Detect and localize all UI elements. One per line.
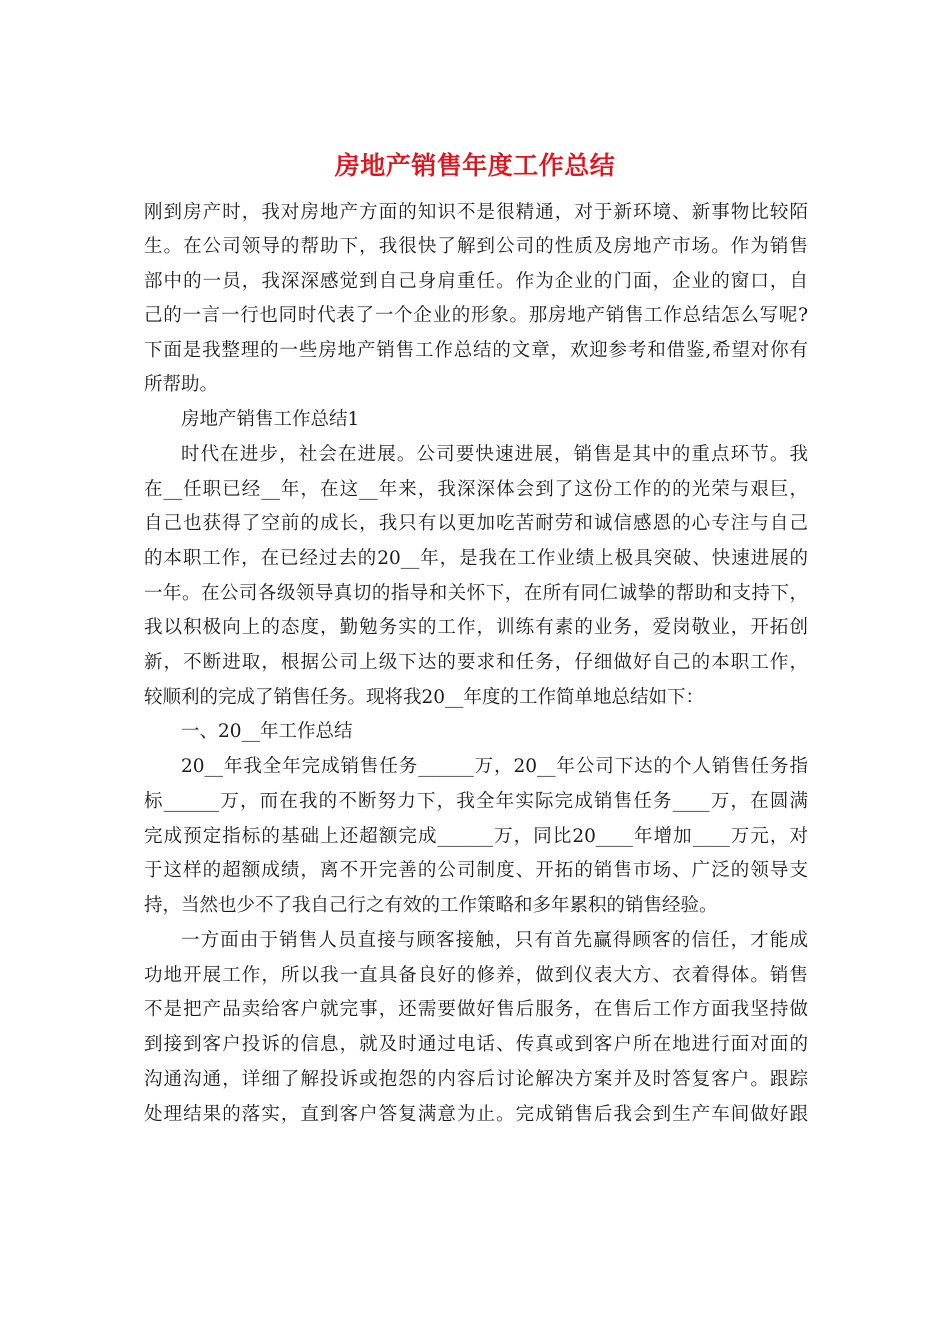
- paragraph-line: 刚到房产时，我对房地产方面的知识不是很精通，对于新环境、新事物比较陌: [144, 202, 808, 223]
- section-heading: 一、20__年工作总结: [181, 721, 353, 742]
- document-title: 房地产销售年度工作总结: [334, 151, 616, 180]
- paragraph-line: 标______万，而在我的不断努力下，我全年实际完成销售任务____万，在圆满: [144, 791, 808, 812]
- paragraph-line: 功地开展工作，所以我一直具备良好的修养，做到仪表大方、衣着得体。销售: [144, 965, 808, 986]
- paragraph-line: 沟通沟通，详细了解投诉或抱怨的内容后讨论解决方案并及时答复客户。跟踪: [144, 1069, 808, 1090]
- paragraph-line: 新，不断进取，根据公司上级下达的要求和任务，仔细做好自己的本职工作，: [144, 652, 808, 673]
- paragraph-line: 一年。在公司各级领导真切的指导和关怀下，在所有同仁诚挚的帮助和支持下，: [144, 583, 808, 604]
- paragraph-line: 持，当然也少不了我自己行之有效的工作策略和多年累积的销售经验。: [144, 895, 718, 916]
- paragraph-line: 到接到客户投诉的信息，就及时通过电话、传真或到客户所在地进行面对面的: [144, 1034, 808, 1055]
- paragraph-line: 不是把产品卖给客户就完事，还需要做好售后服务，在售后工作方面我坚持做: [144, 999, 808, 1020]
- paragraph-line: 己的一言一行也同时代表了一个企业的形象。那房地产销售工作总结怎么写呢?: [144, 305, 808, 326]
- paragraph-line: 生。在公司领导的帮助下，我很快了解到公司的性质及房地产市场。作为销售: [144, 236, 808, 257]
- paragraph-line: 我以积极向上的态度，勤勉务实的工作，训练有素的业务，爱岗敬业，开拓创: [144, 617, 808, 638]
- paragraph-line: 完成预定指标的基础上还超额完成______万，同比20____年增加____万元，对: [144, 826, 808, 847]
- paragraph-line: 的本职工作，在已经过去的20__年，是我在工作业绩上极具突破、快速进展的: [144, 548, 808, 569]
- paragraph-line: 部中的一员，我深深感觉到自己身肩重任。作为企业的门面，企业的窗口，自: [144, 271, 808, 292]
- paragraph-line: 下面是我整理的一些房地产销售工作总结的文章，欢迎参考和借鉴,希望对你有: [144, 340, 808, 361]
- paragraph-line: 20__年我全年完成销售任务______万，20__年公司下达的个人销售任务指: [181, 756, 808, 777]
- paragraph-line: 于这样的超额成绩，离不开完善的公司制度、开拓的销售市场、广泛的领导支: [144, 860, 808, 881]
- paragraph-line: 处理结果的落实，直到客户答复满意为止。完成销售后我会到生产车间做好跟: [144, 1104, 808, 1125]
- section-heading: 房地产销售工作总结1: [181, 409, 360, 430]
- paragraph-line: 一方面由于销售人员直接与顾客接触，只有首先赢得顾客的信任，才能成: [181, 930, 808, 951]
- paragraph-line: 在__任职已经__年，在这__年来，我深深体会到了这份工作的的光荣与艰巨，: [144, 479, 808, 500]
- paragraph-line: 自己也获得了空前的成长，我只有以更加吃苦耐劳和诚信感恩的心专注与自己: [144, 513, 808, 534]
- paragraph-line: 所帮助。: [144, 374, 219, 395]
- paragraph-line: 时代在进步，社会在进展。公司要快速进展，销售是其中的重点环节。我: [181, 444, 808, 465]
- paragraph-line: 较顺利的完成了销售任务。现将我20__年度的工作简单地总结如下：: [144, 687, 705, 708]
